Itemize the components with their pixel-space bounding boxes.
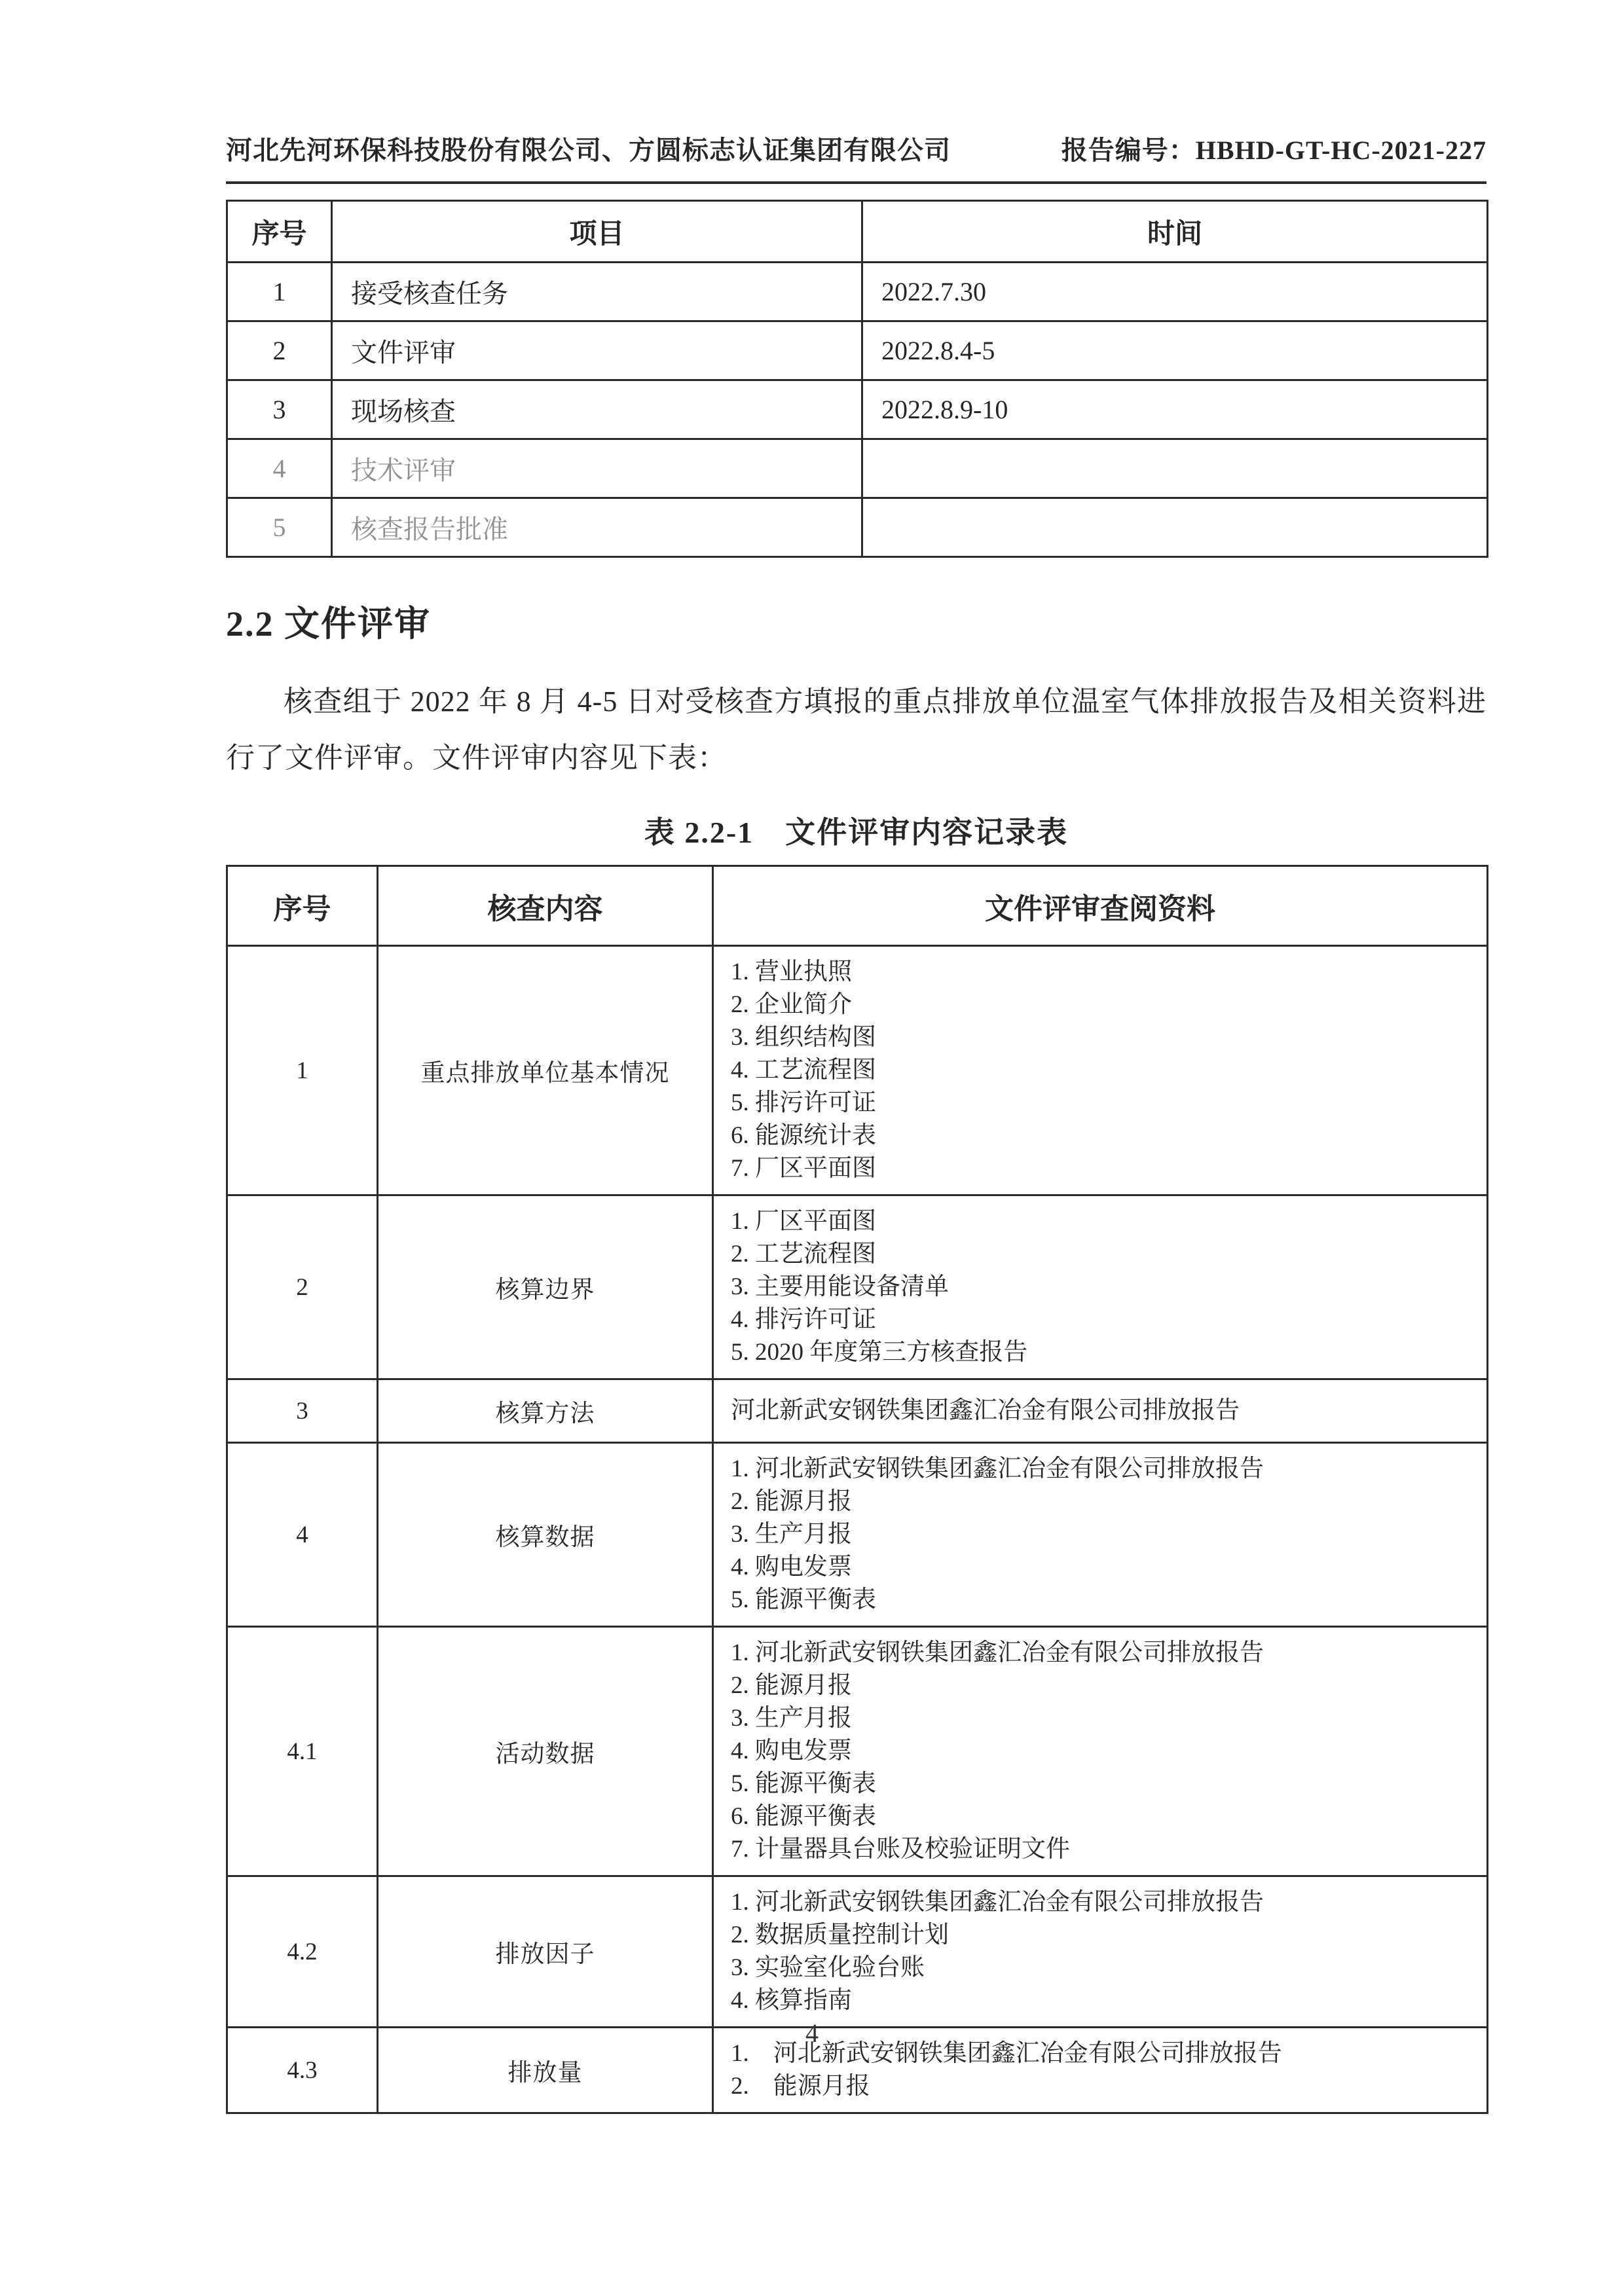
review-col-content: 核查内容 [378, 866, 713, 946]
materials-list-item: 4. 排污许可证 [731, 1306, 876, 1333]
materials-list [731, 1886, 1473, 2017]
review-cell-content: 活动数据 [378, 1627, 713, 1876]
page-content [226, 0, 1486, 2114]
schedule-col-item: 项目 [332, 201, 862, 263]
schedule-row [227, 380, 1488, 439]
header-rule [226, 181, 1486, 184]
materials-list-item: 3. 实验室化验台账 [731, 1954, 925, 1981]
materials-list-item: 2. 数据质量控制计划 [731, 1922, 949, 1948]
review-cell-no: 4.2 [227, 1876, 378, 2028]
schedule-cell-time [862, 439, 1488, 498]
review-cell-content: 排放因子 [378, 1876, 713, 2028]
review-cell-content: 核算方法 [378, 1379, 713, 1443]
materials-list-item: 4. 工艺流程图 [731, 1057, 876, 1084]
materials-list-item: 2. 企业简介 [731, 991, 852, 1018]
schedule-row [227, 321, 1488, 380]
schedule-cell-item: 现场核查 [332, 380, 862, 439]
schedule-cell-no: 2 [227, 321, 332, 380]
materials-list-item: 4. 核算指南 [731, 1987, 852, 2014]
schedule-cell-no: 4 [227, 439, 332, 498]
materials-list-item: 4. 购电发票 [731, 1738, 852, 1764]
materials-list-item: 3. 主要用能设备清单 [731, 1273, 949, 1300]
materials-list-item: 5. 排污许可证 [731, 1089, 876, 1116]
schedule-table-body [227, 263, 1488, 557]
schedule-col-no: 序号 [227, 201, 332, 263]
schedule-row [227, 439, 1488, 498]
schedule-header-row [227, 201, 1488, 263]
section-paragraph: 核查组于 2022 年 8 月 4-5 日对受核查方填报的重点排放单位温室气体排放报告及相关资料进行了文件评审。文件评审内容见下表： [226, 685, 1486, 774]
materials-list-item: 7. 计量器具台账及校验证明文件 [731, 1836, 1070, 1863]
materials-list-item: 6. 能源平衡表 [731, 1803, 876, 1830]
section-heading: 2.2 文件评审 [226, 604, 431, 644]
schedule-cell-item: 文件评审 [332, 321, 862, 380]
review-row [227, 1195, 1488, 1379]
review-header-row [227, 866, 1488, 946]
running-header [226, 0, 1486, 167]
materials-list [731, 1453, 1473, 1616]
review-cell-content: 核算数据 [378, 1443, 713, 1627]
review-cell-materials [713, 946, 1488, 1195]
review-cell-no: 3 [227, 1379, 378, 1443]
schedule-row [227, 263, 1488, 321]
materials-list-item: 1. 厂区平面图 [731, 1208, 876, 1235]
review-row [227, 1379, 1488, 1443]
review-cell-materials [713, 1195, 1488, 1379]
materials-list-item: 2. 工艺流程图 [731, 1241, 876, 1267]
review-cell-materials [713, 1627, 1488, 1876]
materials-list-item: 2. 能源月报 [731, 1672, 852, 1699]
review-row [227, 1627, 1488, 1876]
schedule-cell-item: 核查报告批准 [332, 498, 862, 557]
review-cell-content: 重点排放单位基本情况 [378, 946, 713, 1195]
review-row [227, 946, 1488, 1195]
schedule-col-time: 时间 [862, 201, 1488, 263]
materials-list-item: 河北新武安钢铁集团鑫汇冶金有限公司排放报告 [731, 1397, 1240, 1424]
document-review-table [226, 865, 1488, 2114]
materials-list-item: 2. 能源月报 [731, 2073, 870, 2100]
review-cell-materials [713, 1443, 1488, 1627]
schedule-cell-time: 2022.8.4-5 [862, 321, 1488, 380]
schedule-cell-item: 接受核查任务 [332, 263, 862, 321]
verification-schedule-table [226, 200, 1488, 558]
materials-list [731, 1205, 1473, 1369]
materials-list-item: 5. 2020 年度第三方核查报告 [731, 1339, 1028, 1366]
materials-list-item: 1. 河北新武安钢铁集团鑫汇冶金有限公司排放报告 [731, 2040, 1282, 2067]
review-cell-no: 4 [227, 1443, 378, 1627]
materials-list-item: 3. 生产月报 [731, 1521, 852, 1548]
schedule-cell-item: 技术评审 [332, 439, 862, 498]
review-cell-no: 1 [227, 946, 378, 1195]
materials-list-item: 7. 厂区平面图 [731, 1155, 876, 1182]
review-table-caption: 表 2.2-1 文件评审内容记录表 [644, 816, 1069, 849]
review-cell-no: 4.3 [227, 2028, 378, 2113]
review-row [227, 1876, 1488, 2028]
review-row [227, 1443, 1488, 1627]
schedule-cell-no: 5 [227, 498, 332, 557]
materials-list-item: 6. 能源统计表 [731, 1122, 876, 1149]
review-cell-materials [713, 1876, 1488, 2028]
review-cell-no: 4.1 [227, 1627, 378, 1876]
materials-list-item: 3. 组织结构图 [731, 1024, 876, 1051]
materials-list-item: 4. 购电发票 [731, 1554, 852, 1580]
materials-list-item: 1. 河北新武安钢铁集团鑫汇冶金有限公司排放报告 [731, 1455, 1264, 1482]
review-cell-no: 2 [227, 1195, 378, 1379]
page-number: 4 [805, 2018, 819, 2048]
materials-list-item: 5. 能源平衡表 [731, 1770, 876, 1797]
schedule-row [227, 498, 1488, 557]
review-col-no: 序号 [227, 866, 378, 946]
materials-list-item: 1. 营业执照 [731, 958, 852, 985]
schedule-cell-no: 1 [227, 263, 332, 321]
materials-list [731, 956, 1473, 1185]
materials-list [731, 1394, 1473, 1427]
materials-list-item: 2. 能源月报 [731, 1488, 852, 1515]
review-cell-content: 核算边界 [378, 1195, 713, 1379]
materials-list-item: 1. 河北新武安钢铁集团鑫汇冶金有限公司排放报告 [731, 1889, 1264, 1916]
schedule-cell-time [862, 498, 1488, 557]
materials-list [731, 1637, 1473, 1866]
schedule-cell-time: 2022.8.9-10 [862, 380, 1488, 439]
schedule-cell-no: 3 [227, 380, 332, 439]
schedule-cell-time: 2022.7.30 [862, 263, 1488, 321]
materials-list-item: 3. 生产月报 [731, 1705, 852, 1732]
materials-list-item: 1. 河北新武安钢铁集团鑫汇冶金有限公司排放报告 [731, 1639, 1264, 1666]
review-cell-content: 排放量 [378, 2028, 713, 2113]
review-col-materials: 文件评审查阅资料 [713, 866, 1488, 946]
review-cell-materials [713, 1379, 1488, 1443]
materials-list-item: 5. 能源平衡表 [731, 1586, 876, 1613]
header-report-number: 报告编号：HBHD-GT-HC-2021-227 [1061, 136, 1486, 165]
review-table-body [227, 946, 1488, 2113]
header-company-names: 河北先河环保科技股份有限公司、方圆标志认证集团有限公司 [226, 136, 951, 165]
